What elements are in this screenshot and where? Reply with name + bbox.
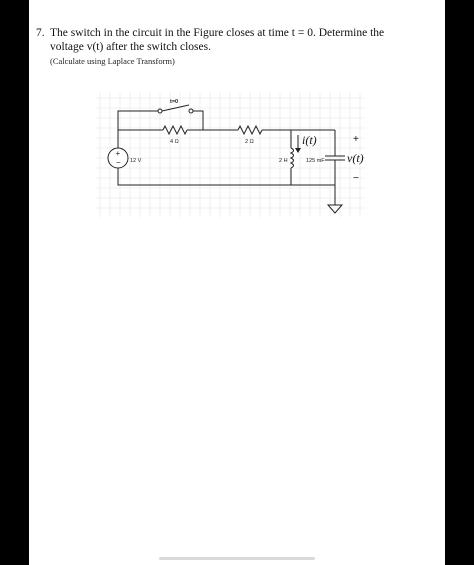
- switch-label: t=0: [170, 99, 179, 105]
- wire-switch-right: [193, 111, 203, 130]
- question-line-1: The switch in the circuit in the Figure closes at time t = 0. Determine the: [50, 27, 385, 39]
- question-number: 7.: [36, 27, 45, 39]
- voltage-plus-sign: +: [353, 134, 359, 145]
- switch: [158, 105, 193, 113]
- circuit-diagram: [85, 93, 375, 223]
- document-page: [29, 0, 445, 565]
- question-text: [36, 26, 390, 54]
- current-label: i(t): [302, 133, 317, 147]
- source-label: 12 V: [130, 158, 142, 164]
- question-line-2: voltage v(t) after the switch closes.: [50, 41, 211, 53]
- resistor-4ohm: [163, 126, 187, 134]
- question-subtitle: (Calculate using Laplace Transform): [50, 56, 175, 66]
- grid-background: [95, 93, 365, 217]
- r2-label: 2 Ω: [245, 139, 254, 145]
- source-minus-sign: −: [116, 158, 121, 167]
- capacitor-label: 125 mF: [306, 158, 325, 164]
- r1-label: 4 Ω: [170, 139, 179, 145]
- source-plus-sign: +: [115, 149, 121, 158]
- inductor-label: 2 H: [279, 158, 288, 164]
- wire-bottom: [118, 168, 335, 185]
- voltage-minus-sign: −: [353, 173, 359, 184]
- home-indicator[interactable]: [159, 557, 315, 560]
- voltage-label: v(t): [347, 151, 364, 165]
